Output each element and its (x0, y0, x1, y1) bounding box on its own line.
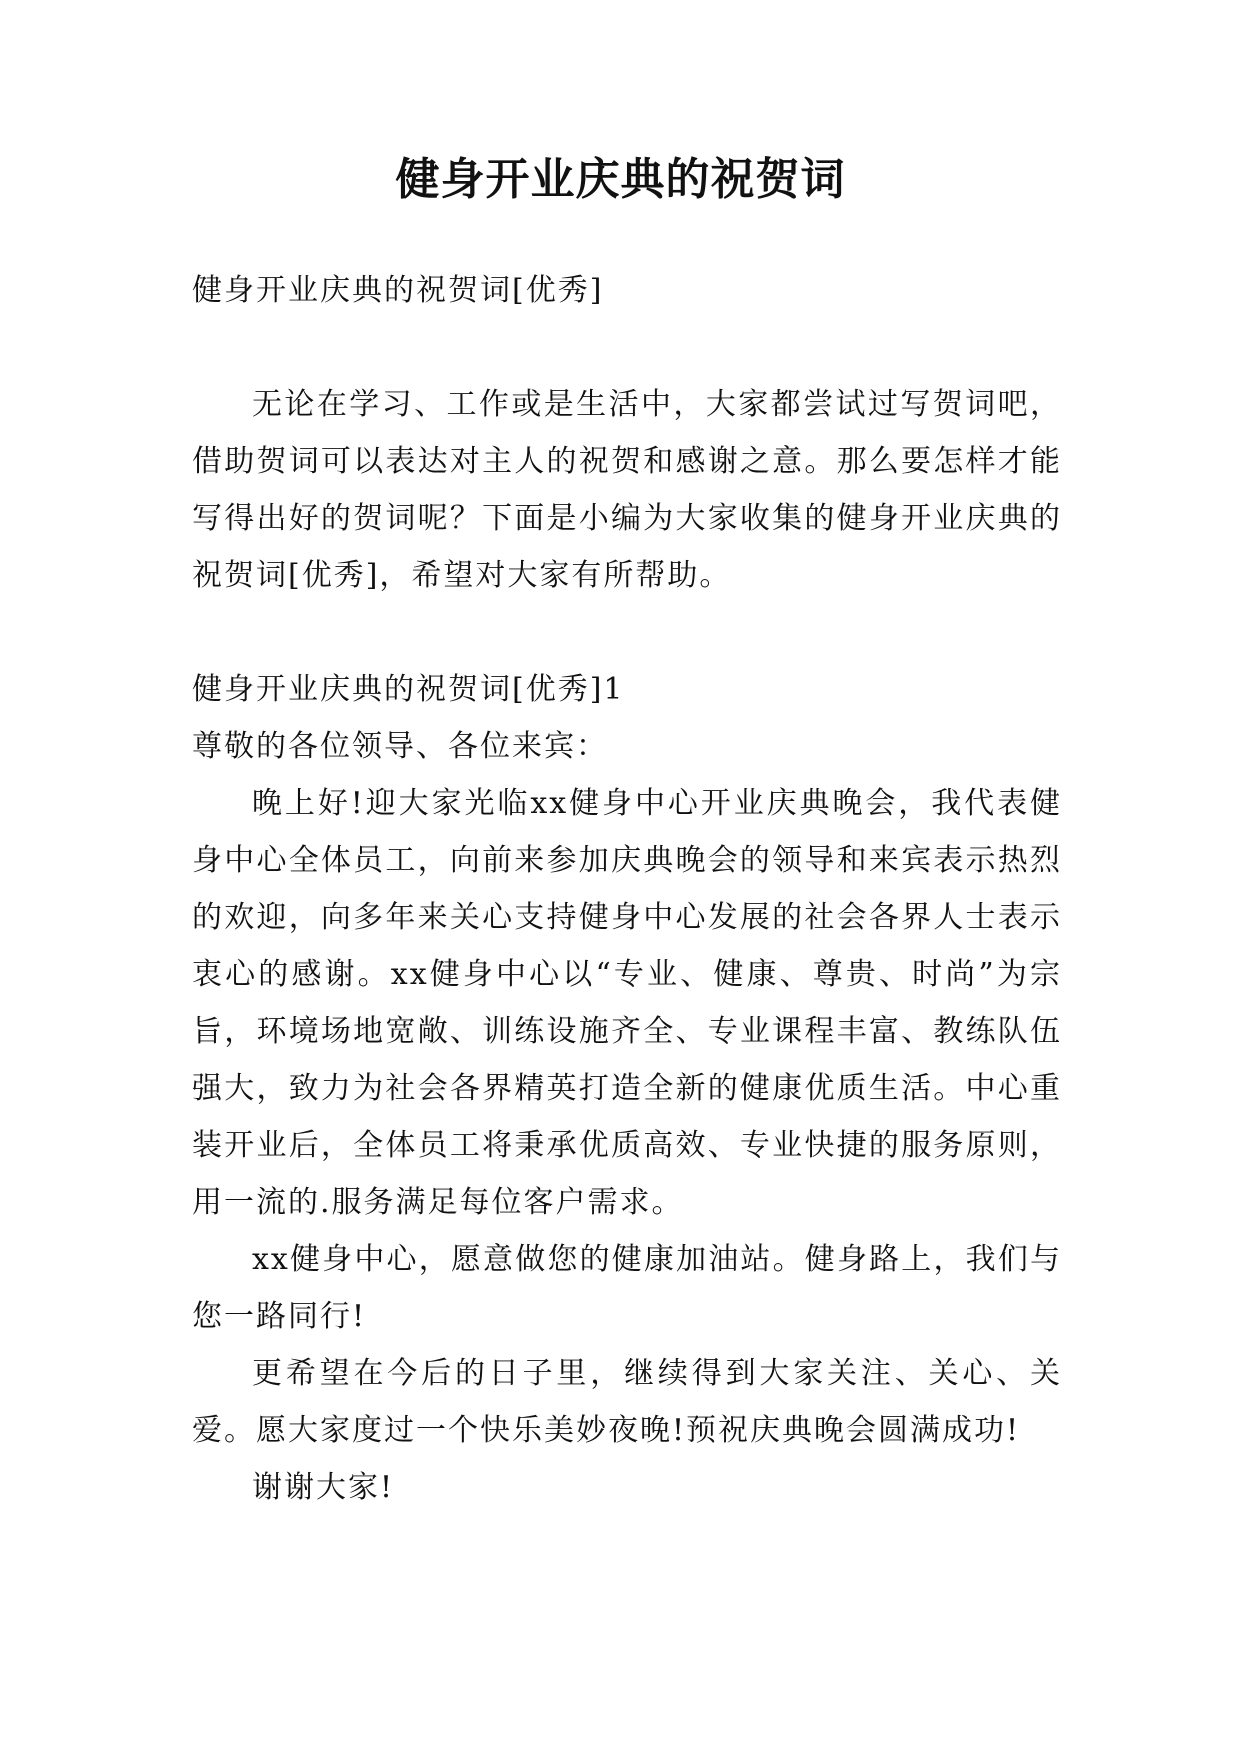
intro-paragraph: 无论在学习、工作或是生活中，大家都尝试过写贺词吧，借助贺词可以表达对主人的祝贺和感谢之意。那么要怎样才能写得出好的贺词呢？下面是小编为大家收集的健身开业庆典的祝贺词[优秀]，希望对大家有所帮助。 (192, 387, 1062, 593)
closing-paragraph: 谢谢大家! (252, 1470, 395, 1505)
document-title: 健身开业庆典的祝贺词 (395, 154, 846, 205)
document-subtitle: 健身开业庆典的祝贺词[优秀] (192, 273, 604, 308)
section-heading: 健身开业庆典的祝贺词[优秀]1 (192, 672, 625, 707)
body-paragraph: 晚上好!迎大家光临xx健身中心开业庆典晚会，我代表健身中心全体员工，向前来参加庆典晚会的领导和来宾表示热烈的欢迎，向多年来关心支持健身中心发展的社会各界人士表示衷心的感谢。xx健身中心以“专业、健康、尊贵、时尚”为宗旨，环境场地宽敞、训练设施齐全、专业课程丰富、教练队伍强大，致力为社会各界精英打造全新的健康优质生活。中心重装开业后，全体员工将秉承优质高效、专业快捷的服务原则，用一流的.服务满足每位客户需求。 (192, 786, 1062, 1220)
salutation: 尊敬的各位领导、各位来宾： (192, 729, 608, 764)
document-body (192, 262, 1062, 1516)
body-paragraph: xx健身中心，愿意做您的健康加油站。健身路上，我们与您一路同行! (192, 1242, 1062, 1334)
body-paragraph: 更希望在今后的日子里，继续得到大家关注、关心、关爱。愿大家度过一个快乐美妙夜晚!预祝庆典晚会圆满成功! (192, 1356, 1062, 1448)
